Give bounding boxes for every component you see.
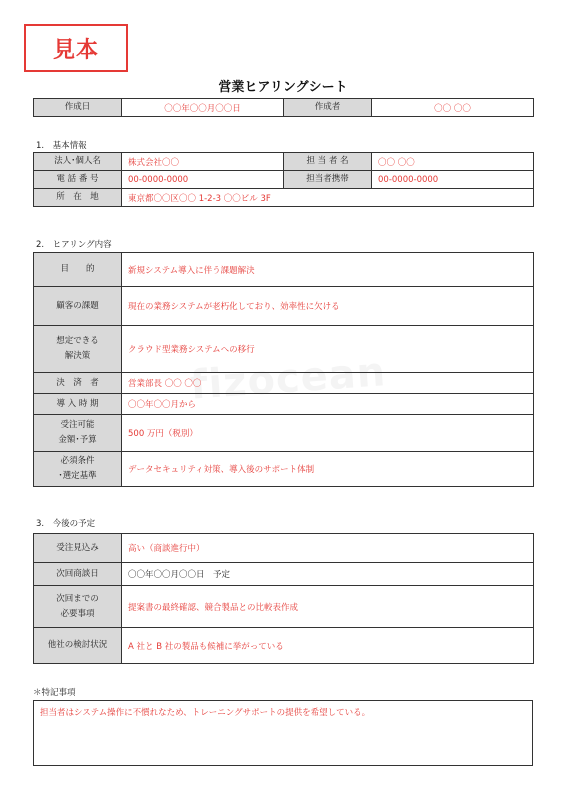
solution-label: 想定できる 解決策 — [34, 326, 122, 373]
table-row — [34, 287, 534, 326]
created-date-label: 作成日 — [34, 99, 122, 117]
notes-text: 担当者はシステム操作に不慣れなため、トレーニングサポートの提供を希望している。 — [40, 708, 371, 718]
table-row — [34, 628, 534, 664]
table-row — [34, 394, 534, 415]
purpose-label: 目 的 — [34, 253, 122, 287]
next-meeting-label: 次回商談日 — [34, 563, 122, 586]
table-row — [34, 586, 534, 628]
document-title: 営業ヒアリングシート — [218, 80, 348, 95]
introduction-timing-value: 〇〇年〇〇月から — [122, 394, 534, 415]
header-table — [33, 98, 534, 117]
budget-value: 500 万円（税別） — [122, 415, 534, 452]
order-probability-value: 高い（商談進行中） — [122, 534, 534, 563]
next-tasks-value: 提案書の最終確認、競合製品との比較表作成 — [122, 586, 534, 628]
phone-value: 00-0000-0000 — [122, 171, 284, 189]
introduction-timing-label: 導 入 時 期 — [34, 394, 122, 415]
table-row — [34, 534, 534, 563]
next-meeting-value: 〇〇年〇〇月〇〇日 予定 — [122, 563, 534, 586]
table-row — [34, 326, 534, 373]
solution-value: クラウド型業務システムへの移行 — [122, 326, 534, 373]
notes-box — [33, 700, 533, 766]
customer-issue-label: 顧客の課題 — [34, 287, 122, 326]
notes-heading: ＊特記事項 — [33, 688, 76, 698]
customer-issue-value: 現在の業務システムが老朽化しており、効率性に欠ける — [122, 287, 534, 326]
contact-person-label: 担 当 者 名 — [284, 153, 372, 171]
order-probability-label: 受注見込み — [34, 534, 122, 563]
basic-info-row — [34, 153, 534, 171]
address-label: 所 在 地 — [34, 189, 122, 207]
schedule-table — [33, 533, 534, 664]
table-row — [34, 415, 534, 452]
table-row — [34, 563, 534, 586]
table-row — [34, 452, 534, 487]
created-date-value: 〇〇年〇〇月〇〇日 — [122, 99, 284, 117]
purpose-value: 新規システム導入に伴う課題解決 — [122, 253, 534, 287]
author-value: 〇〇 〇〇 — [372, 99, 534, 117]
decision-maker-label: 決 済 者 — [34, 373, 122, 394]
company-name-value: 株式会社〇〇 — [122, 153, 284, 171]
next-tasks-label: 次回までの 必要事項 — [34, 586, 122, 628]
section-schedule-heading: 3. 今後の予定 — [36, 519, 96, 529]
section-basic-info-heading: 1. 基本情報 — [36, 141, 87, 151]
basic-info-table — [33, 152, 534, 207]
address-value: 東京都〇〇区〇〇 1-2-3 〇〇ビル 3F — [122, 189, 534, 207]
budget-label: 受注可能 金額･予算 — [34, 415, 122, 452]
basic-info-row — [34, 171, 534, 189]
basic-info-row — [34, 189, 534, 207]
phone-label: 電 話 番 号 — [34, 171, 122, 189]
company-name-label: 法人･個人名 — [34, 153, 122, 171]
contact-person-value: 〇〇 〇〇 — [372, 153, 534, 171]
table-row — [34, 373, 534, 394]
mobile-value: 00-0000-0000 — [372, 171, 534, 189]
section-hearing-heading: 2. ヒアリング内容 — [36, 240, 112, 250]
mobile-label: 担当者携帯 — [284, 171, 372, 189]
table-row — [34, 253, 534, 287]
decision-maker-value: 営業部長 〇〇 〇〇 — [122, 373, 534, 394]
requirements-label: 必須条件 ･選定基準 — [34, 452, 122, 487]
hearing-table — [33, 252, 534, 487]
sample-stamp: 見本 — [24, 24, 128, 72]
competitor-status-label: 他社の検討状況 — [34, 628, 122, 664]
requirements-value: データセキュリティ対策、導入後のサポート体制 — [122, 452, 534, 487]
author-label: 作成者 — [284, 99, 372, 117]
competitor-status-value: A 社と B 社の製品も候補に挙がっている — [122, 628, 534, 664]
